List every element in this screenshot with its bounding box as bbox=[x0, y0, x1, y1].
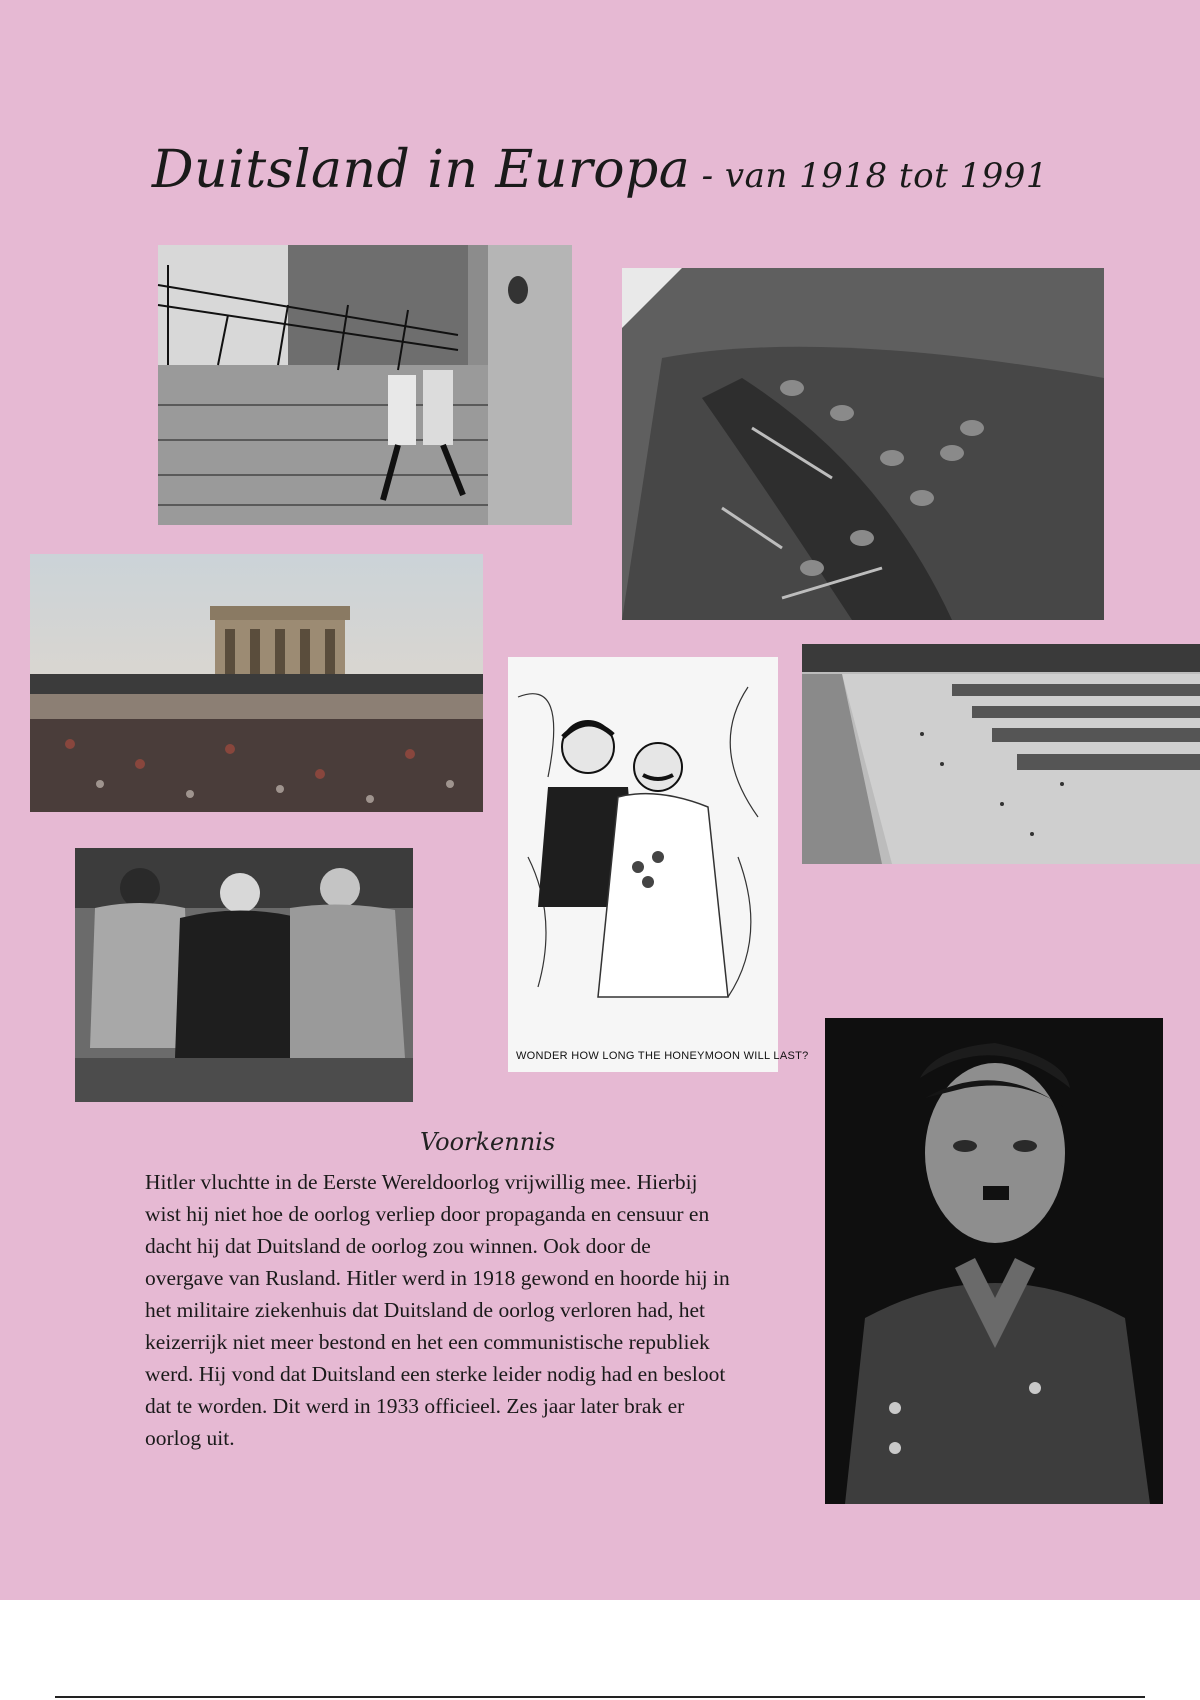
honeymoon-cartoon bbox=[508, 657, 809, 1072]
berlin-wall-photo bbox=[158, 245, 572, 525]
body-line: overgave van Rusland. Hitler werd in 1918 gewond en hoorde hij in bbox=[145, 1266, 730, 1290]
yalta-leaders-photo bbox=[75, 848, 413, 1102]
section-heading: Voorkennis bbox=[420, 1128, 556, 1156]
page-title bbox=[0, 140, 1200, 200]
page-divider bbox=[55, 1696, 1145, 1698]
body-line: keizerrijk niet meer bestond en het een communistische republiek bbox=[145, 1330, 710, 1354]
body-line: dat te worden. Dit werd in 1933 officieel. Zes jaar later brak er bbox=[145, 1394, 685, 1418]
body-line: werd. Hij vond dat Duitsland een sterke leider nodig had en besloot bbox=[145, 1362, 726, 1386]
brandenburg-gate-crowd-photo bbox=[30, 554, 483, 812]
section-body bbox=[145, 1166, 815, 1454]
body-line: Hitler vluchtte in de Eerste Wereldoorlog vrijwillig mee. Hierbij bbox=[145, 1170, 698, 1194]
hitler-portrait-photo bbox=[825, 1018, 1163, 1504]
cartoon-caption: WONDER HOW LONG THE HONEYMOON WILL LAST? bbox=[516, 1050, 809, 1062]
body-line: oorlog uit. bbox=[145, 1426, 235, 1450]
body-line: wist hij niet hoe de oorlog verliep door propaganda en censuur en bbox=[145, 1202, 710, 1226]
title-sub: - van 1918 tot 1991 bbox=[690, 156, 1049, 196]
body-line: het militaire ziekenhuis dat Duitsland de oorlog verloren had, het bbox=[145, 1298, 706, 1322]
title-main: Duitsland in Europa bbox=[151, 140, 691, 200]
ww1-trench-photo bbox=[622, 268, 1104, 620]
body-line: dacht hij dat Duitsland de oorlog zou winnen. Ook door de bbox=[145, 1234, 651, 1258]
camp-barracks-photo bbox=[802, 644, 1200, 864]
